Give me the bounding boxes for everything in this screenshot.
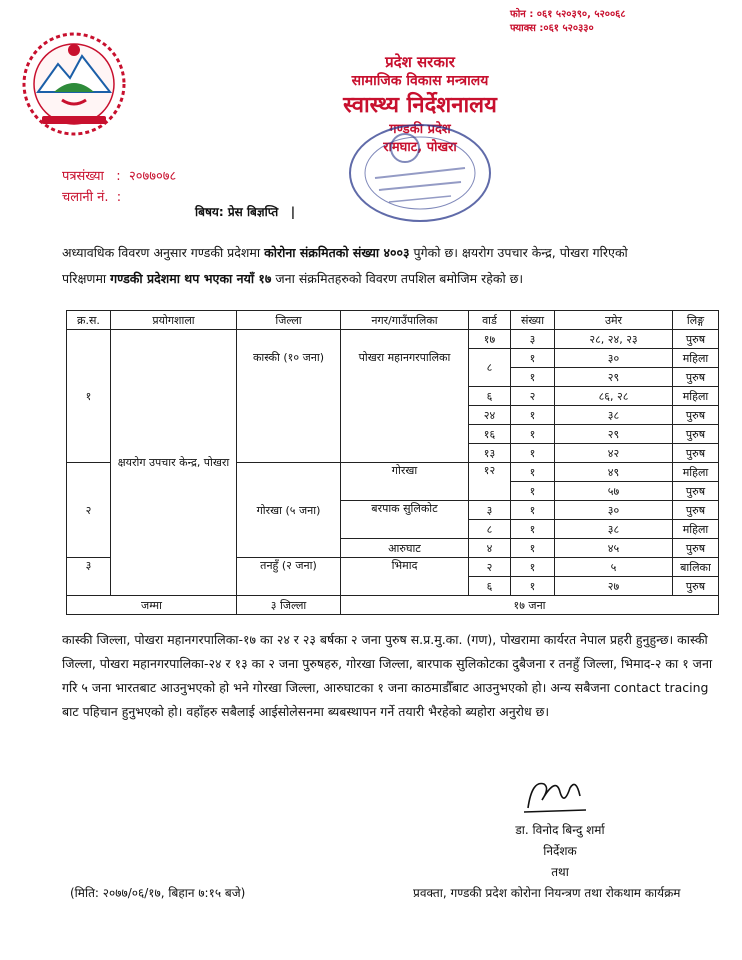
intro-paragraph bbox=[62, 240, 712, 292]
signer-block bbox=[490, 820, 630, 883]
patra-label: पत्रसंख्या bbox=[62, 169, 104, 184]
cell-age: ५ bbox=[555, 558, 673, 577]
cell-age: ३० bbox=[555, 501, 673, 520]
cell-age: ८६, २८ bbox=[555, 387, 673, 406]
cell-gender: महिला bbox=[673, 520, 719, 539]
cell-gender: बालिका bbox=[673, 558, 719, 577]
cell-sn: १ bbox=[67, 330, 111, 463]
org-ministry: सामाजिक विकास मन्त्रालय bbox=[351, 73, 489, 89]
patra-value: २०७७०७८ bbox=[128, 169, 177, 184]
cell-age: २८, २४, २३ bbox=[555, 330, 673, 349]
cell-ward: २४ bbox=[469, 406, 511, 425]
cell-gender: महिला bbox=[673, 463, 719, 482]
cell-ward: ३ bbox=[469, 501, 511, 520]
cell-municipality: गोरखा bbox=[341, 463, 469, 501]
colon-separator: : bbox=[108, 169, 125, 184]
header-district: जिल्ला bbox=[237, 311, 341, 330]
cell-count: १ bbox=[511, 349, 555, 368]
total-districts: ३ जिल्ला bbox=[237, 596, 341, 615]
table-row bbox=[67, 330, 719, 349]
cell-age: ३८ bbox=[555, 520, 673, 539]
chalani-number bbox=[62, 187, 176, 208]
nepal-government-emblem-icon bbox=[18, 30, 130, 138]
cell-age: ५७ bbox=[555, 482, 673, 501]
header-lab: प्रयोगशाला bbox=[111, 311, 237, 330]
handwritten-signature-icon bbox=[520, 770, 590, 820]
signer-name: डा. विनोद बिन्दु शर्मा bbox=[515, 823, 605, 837]
cell-municipality: पोखरा महानगरपालिका bbox=[341, 330, 469, 463]
org-government: प्रदेश सरकार bbox=[385, 53, 455, 71]
cell-gender: पुरुष bbox=[673, 482, 719, 501]
office-round-stamp-icon bbox=[345, 118, 495, 228]
cell-gender: पुरुष bbox=[673, 577, 719, 596]
chalani-label: चलानी नं. bbox=[62, 190, 109, 205]
cell-count: १ bbox=[511, 425, 555, 444]
total-cases-highlight: कोरोना संक्रमितको संख्या ४००३ bbox=[264, 245, 410, 260]
reference-block bbox=[62, 166, 176, 208]
cell-gender: महिला bbox=[673, 349, 719, 368]
cell-count: १ bbox=[511, 520, 555, 539]
cell-gender: पुरुष bbox=[673, 501, 719, 520]
cell-gender: पुरुष bbox=[673, 444, 719, 463]
cell-age: २९ bbox=[555, 425, 673, 444]
header-sn: क्र.स. bbox=[67, 311, 111, 330]
phone-line: फोन : ०६१ ५२०३९०, ५२००६८ bbox=[510, 9, 626, 20]
cell-ward: १७ bbox=[469, 330, 511, 349]
total-people: १७ जना bbox=[341, 596, 719, 615]
header-ward: वार्ड bbox=[469, 311, 511, 330]
header-municipality: नगर/गाउँपालिका bbox=[341, 311, 469, 330]
cell-district: गोरखा (५ जना) bbox=[237, 463, 341, 558]
release-date: (मिति: २०७७/०६/१७, बिहान ७:१५ बजे) bbox=[70, 886, 246, 900]
cell-count: ३ bbox=[511, 330, 555, 349]
intro-line-2 bbox=[62, 266, 712, 292]
cell-lab: क्षयरोग उपचार केन्द्र, पोखरा bbox=[111, 330, 237, 596]
cell-ward: १२ bbox=[469, 463, 511, 501]
cell-count: १ bbox=[511, 406, 555, 425]
subject-text: बिषय: प्रेस बिज्ञप्ति bbox=[195, 205, 279, 219]
cell-count: १ bbox=[511, 368, 555, 387]
cell-municipality: आरुघाट bbox=[341, 539, 469, 558]
org-directorate: स्वास्थ्य निर्देशनालय bbox=[343, 93, 497, 118]
intro-text: अध्यावधिक विवरण अनुसार गण्डकी प्रदेशमा bbox=[62, 245, 265, 260]
cell-ward: ६ bbox=[469, 577, 511, 596]
cell-ward: ८ bbox=[469, 349, 511, 387]
intro-text: पुगेको छ। क्षयरोग उपचार केन्द्र, पोखरा गरिएको bbox=[409, 245, 628, 260]
cell-age: २९ bbox=[555, 368, 673, 387]
cell-ward: ६ bbox=[469, 387, 511, 406]
fax-line: फ्याक्स :०६१ ५२०३३० bbox=[510, 23, 594, 34]
signer-title: निर्देशक bbox=[543, 844, 577, 858]
cell-municipality: भिमाद bbox=[341, 558, 469, 596]
cell-age: ३० bbox=[555, 349, 673, 368]
cell-age: २७ bbox=[555, 577, 673, 596]
total-label: जम्मा bbox=[67, 596, 237, 615]
cell-sn: ३ bbox=[67, 558, 111, 596]
cell-count: १ bbox=[511, 539, 555, 558]
cell-age: ४२ bbox=[555, 444, 673, 463]
spokesperson-role: प्रवक्ता, गण्डकी प्रदेश कोरोना नियन्त्रण तथा रोकथाम कार्यक्रम bbox=[413, 886, 681, 900]
cell-district: तनहुँ (२ जना) bbox=[237, 558, 341, 596]
cell-gender: पुरुष bbox=[673, 539, 719, 558]
cell-gender: पुरुष bbox=[673, 330, 719, 349]
cell-gender: महिला bbox=[673, 387, 719, 406]
new-cases-highlight: गण्डकी प्रदेशमा थप भएका नयाँ १७ bbox=[110, 271, 272, 286]
cell-age: ४९ bbox=[555, 463, 673, 482]
cell-count: १ bbox=[511, 501, 555, 520]
subject-danda: | bbox=[290, 205, 296, 219]
header-gender: लिङ्ग bbox=[673, 311, 719, 330]
details-paragraph: कास्की जिल्ला, पोखरा महानगरपालिका-१७ का २४ र २३ बर्षका २ जना पुरुष स.प्र.मु.का. (गण), पोखरामा कार्यरत नेपाल प्रहरी हुनुहुन्छ। कास्की जिल्ला, पोखरा महानगरपालिका-२४ र १३ का २ जना पुरुषहरु, गोरखा जिल्ला, बारपाक सुलिकोटका दुबैजना र तनहुँ जिल्ला, भिमाद-२ का १ जना गरि ५ जना भारतबाट आउनुभएको हो भने गोरखा जिल्ला, आरुघाटका १ जना काठमाडौँबाट आउनुभएको हो। अन्य सबैजना contact tracing बाट पहिचान हुनुभएको हो। वहाँहरु सबैलाई आईसोलेसनमा ब्यबस्थापन गर्ने तयारी भैरहेको ब्यहोरा अनुरोध छ। bbox=[62, 632, 713, 719]
cell-count: १ bbox=[511, 444, 555, 463]
header-count: संख्या bbox=[511, 311, 555, 330]
cell-sn: २ bbox=[67, 463, 111, 558]
header-age: उमेर bbox=[555, 311, 673, 330]
cell-municipality: बरपाक सुलिकोट bbox=[341, 501, 469, 539]
cell-ward: १६ bbox=[469, 425, 511, 444]
signer-and: तथा bbox=[551, 865, 569, 879]
cell-count: १ bbox=[511, 463, 555, 482]
contact-info bbox=[510, 8, 626, 36]
org-address: रामघाट, पोखरा bbox=[383, 140, 457, 155]
cell-ward: २ bbox=[469, 558, 511, 577]
cell-gender: पुरुष bbox=[673, 425, 719, 444]
cases-table bbox=[66, 310, 719, 615]
cell-count: २ bbox=[511, 387, 555, 406]
patra-sankhya bbox=[62, 166, 176, 187]
org-province: गण्डकी प्रदेश bbox=[389, 122, 451, 137]
intro-text: परिक्षणमा bbox=[62, 271, 111, 286]
cell-count: १ bbox=[511, 577, 555, 596]
cell-ward: १३ bbox=[469, 444, 511, 463]
subject-line bbox=[195, 203, 295, 220]
intro-text: जना संक्रमितहरुको विवरण तपशिल बमोजिम रहेको छ। bbox=[271, 271, 524, 286]
table-header-row bbox=[67, 311, 719, 330]
cell-gender: पुरुष bbox=[673, 406, 719, 425]
table-total-row bbox=[67, 596, 719, 615]
cell-ward: ८ bbox=[469, 520, 511, 539]
cell-district: कास्की (१० जना) bbox=[237, 330, 341, 463]
cell-count: १ bbox=[511, 558, 555, 577]
cell-gender: पुरुष bbox=[673, 368, 719, 387]
cell-age: ३८ bbox=[555, 406, 673, 425]
cell-ward: ४ bbox=[469, 539, 511, 558]
cell-age: ४५ bbox=[555, 539, 673, 558]
colon-separator: : bbox=[112, 190, 126, 205]
cell-count: १ bbox=[511, 482, 555, 501]
intro-line-1 bbox=[62, 240, 712, 266]
